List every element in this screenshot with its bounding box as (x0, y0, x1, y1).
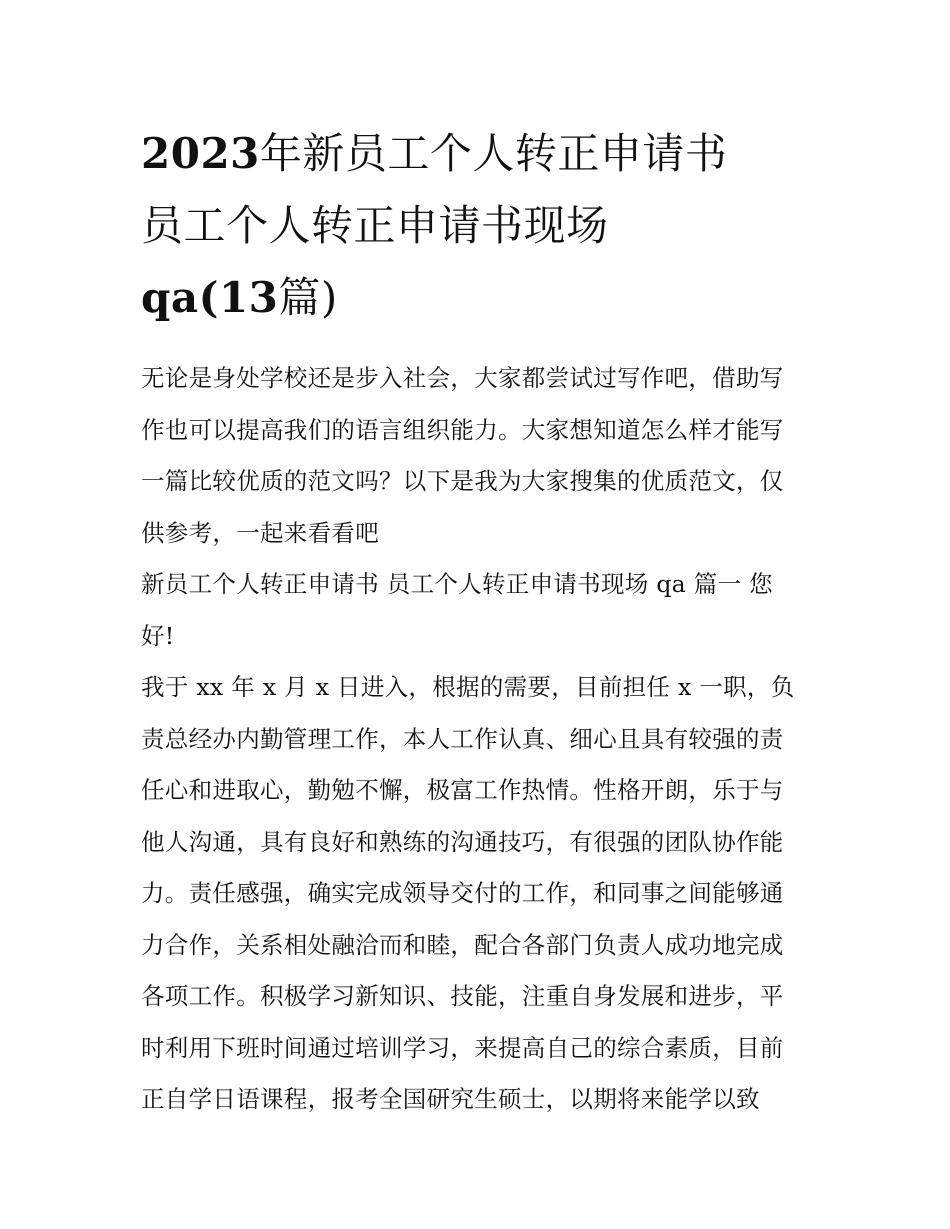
title-line-3 (141, 262, 813, 334)
title-line-1-text: 年新员工个人转正申请书 (259, 129, 728, 178)
body-line: 无论是身处学校还是步入社会，大家都尝试过写作吧，借助写 (141, 364, 784, 392)
title-line-2-text: 员工个人转正申请书现场 (141, 201, 609, 250)
body-line: 好! (141, 621, 175, 650)
body-line: 他人沟通，具有良好和熟练的沟通技巧，有很强的团队协作能 (141, 827, 784, 856)
document-page (141, 118, 813, 1126)
title-qa-count: qa(13 (141, 273, 279, 322)
body-line: 一篇比较优质的范文吗？以下是我为大家搜集的优质范文，仅 (141, 467, 784, 495)
document-body (141, 353, 813, 1126)
body-line: 供参考，一起来看看吧 (141, 518, 379, 547)
title-line-1 (141, 118, 813, 190)
title-line-3-text: 篇) (278, 273, 338, 322)
body-line: 作也可以提高我们的语言组织能力。大家想知道怎么样才能写 (141, 415, 784, 444)
body-line: 正自学日语课程，报考全国研究生硕士，以期将来能学以致 (141, 1085, 760, 1113)
document-title (141, 118, 813, 334)
body-line: 各项工作。积极学习新知识、技能，注重自身发展和进步，平 (141, 982, 784, 1010)
body-line: 我于 xx 年 x 月 x 日进入，根据的需要，目前担任 x 一职，负 (141, 673, 795, 701)
body-line: 力。责任感强，确实完成领导交付的工作，和同事之间能够通 (141, 879, 784, 907)
title-year: 2023 (141, 129, 260, 178)
body-line: 任心和进取心，勤勉不懈，极富工作热情。性格开朗，乐于与 (141, 776, 784, 804)
body-line: 力合作，关系相处融洽而和睦，配合各部门负责人成功地完成 (141, 930, 784, 959)
body-line: 责总经办内勤管理工作，本人工作认真、细心且具有较强的责 (141, 724, 784, 753)
body-line: 新员工个人转正申请书 员工个人转正申请书现场 qa 篇一 您 (141, 570, 773, 598)
body-line: 时利用下班时间通过培训学习，来提高自己的综合素质，目前 (141, 1033, 784, 1062)
title-line-2 (141, 190, 813, 262)
